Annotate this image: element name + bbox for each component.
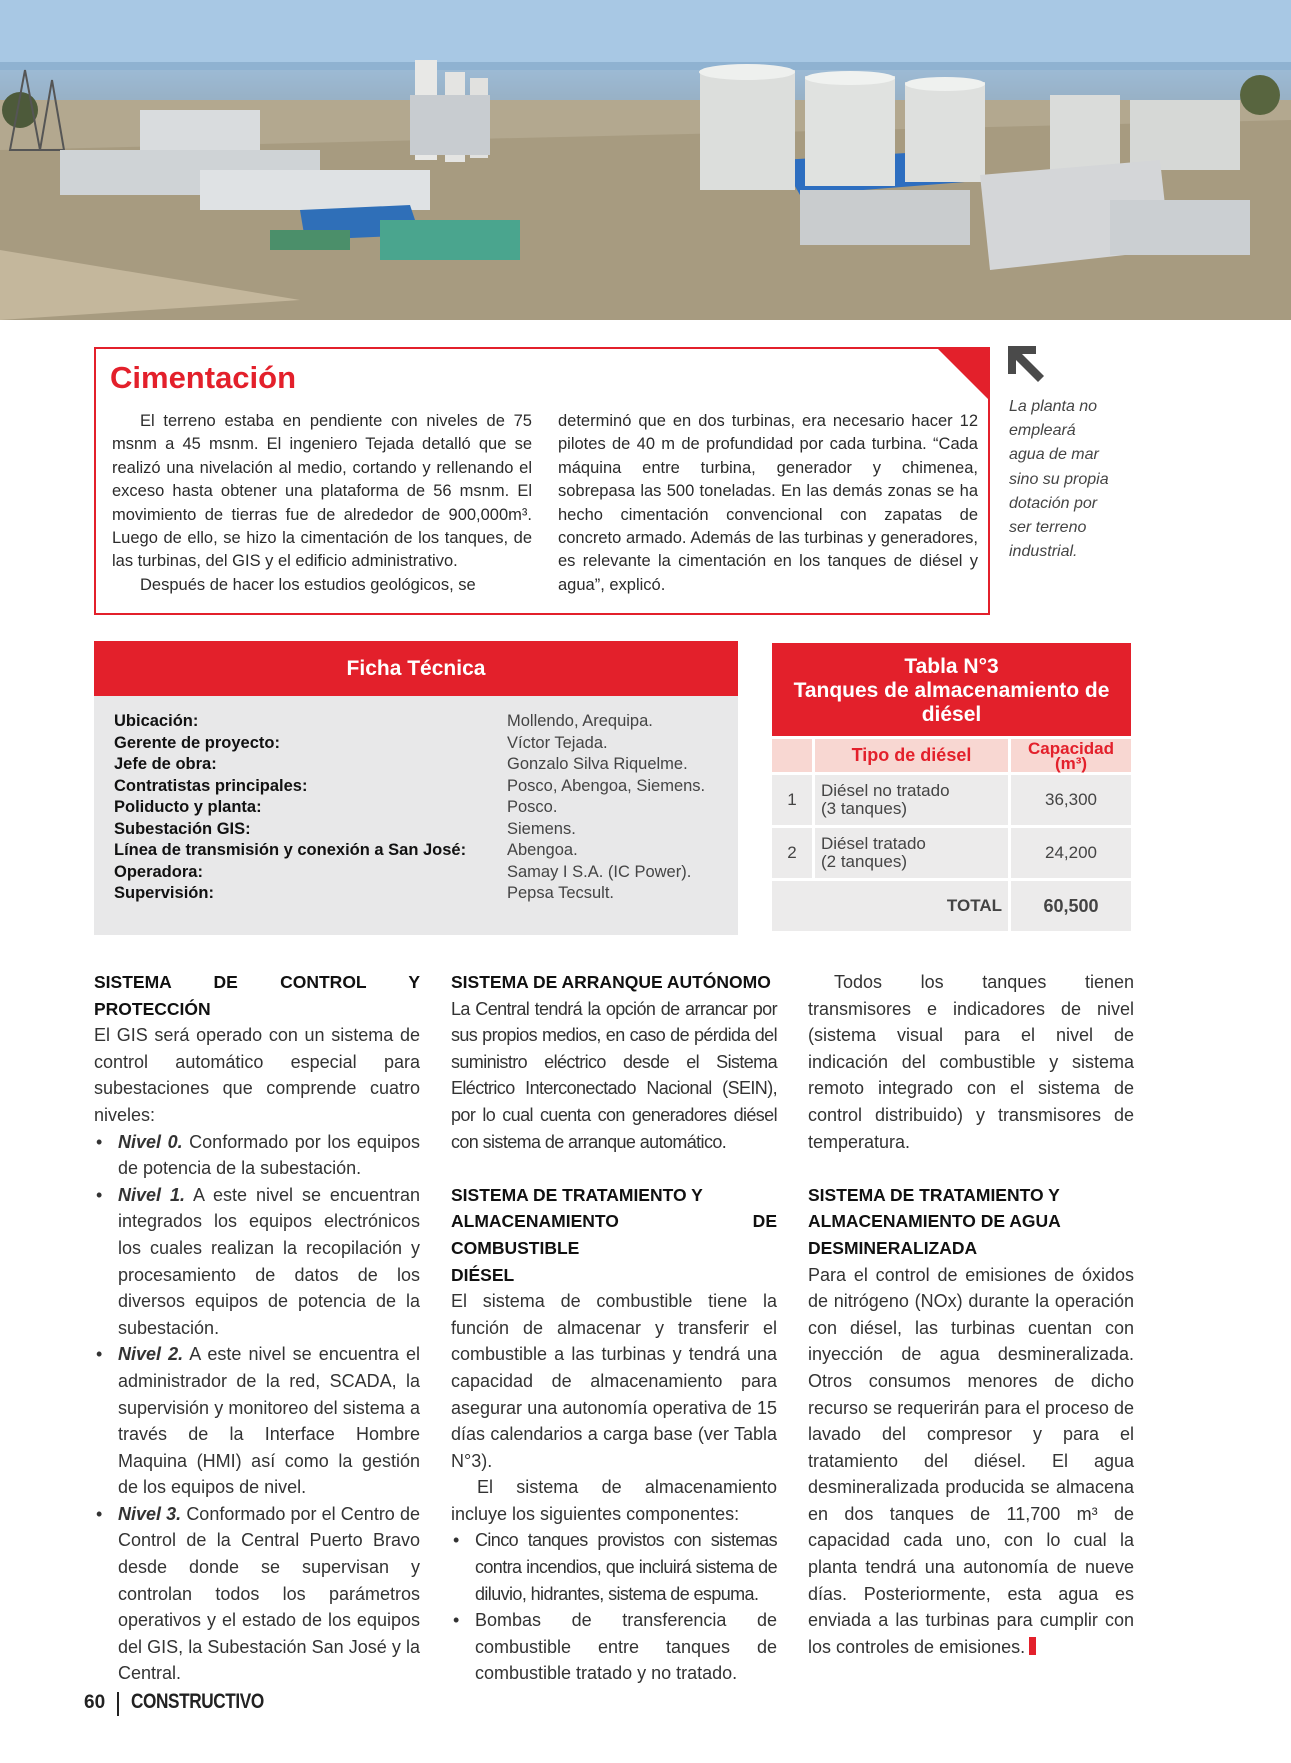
tabla-header-cap-l2: (m³): [1054, 754, 1088, 773]
component-list: [451, 1527, 777, 1687]
side-note: La planta no empleará agua de mar sino su propia dotación por ser terreno industrial.: [1009, 398, 1109, 561]
bullet-icon: •: [453, 1610, 460, 1631]
ficha-row: [114, 711, 734, 733]
cimentacion-title: Cimentación: [110, 360, 297, 395]
ficha-key: Línea de transmisión y conexión a San José:: [114, 841, 467, 859]
cimentacion-paragraph: determinó que en dos turbinas, era necesario hacer 12 pilotes de 40 m de profundidad por cada turbina. “Cada máquina entre turbina, generador y chimenea, sobrepasa las 500 toneladas. En las demás zonas se ha hecho cimentación convencional con zapatas de concreto armado. Además de las turbinas y generadores, es relevante la cimentación en los tanques de diésel y agua”, explicó.: [558, 412, 978, 594]
tabla-tipo-l2: (2 tanques): [821, 852, 907, 871]
cimentacion-column-2: [558, 410, 978, 597]
list-item: [451, 1527, 777, 1607]
cimentacion-column-1: [112, 410, 532, 597]
ficha-key: Contratistas principales:: [114, 776, 308, 795]
bullet-icon: •: [453, 1530, 459, 1551]
tabla-row-tipo: [815, 828, 1008, 878]
bullet-icon: •: [96, 1131, 103, 1152]
power-plant-illustration: [0, 0, 1291, 320]
tabla-total-value: 60,500: [1011, 881, 1131, 931]
ficha-key: Operadora:: [114, 862, 203, 881]
ficha-tecnica-title: Ficha Técnica: [94, 641, 738, 696]
ficha-value: Posco, Abengoa, Siemens.: [507, 776, 706, 795]
ficha-key: Supervisión:: [114, 884, 214, 902]
list-item: [94, 1501, 420, 1687]
tabla-row-number: 2: [772, 828, 812, 878]
column-control-proteccion: [94, 969, 420, 1687]
cimentacion-paragraph: El terreno estaba en pendiente con niveles de 75 msnm a 45 msnm. El ingeniero Tejada detalló que se realizó una nivelación al medio, cortando y rellenando el exceso hasta obtener una plataforma de 56 msnm. El movimiento de tierras fue de alrededor de 900,000m³. Luego de ello, se hizo la cimentación de los tanques, de las turbinas, del GIS y el edificio administrativo.: [112, 412, 532, 571]
ficha-value: Samay I S.A. (IC Power).: [507, 862, 692, 881]
paragraph: Todos los tanques tienen transmisores e indicadores de nivel (sistema visual para el nivel de indicación del combustible y sistema remoto integrado con el sistema de control distribuido) y transmisores de temperatura.: [808, 972, 1134, 1152]
nivel-label: Nivel 1.: [118, 1184, 186, 1205]
bullet-icon: •: [96, 1184, 103, 1205]
list-item: [451, 1607, 777, 1687]
ficha-value: Víctor Tejada.: [507, 733, 608, 752]
section-heading-line: DESMINERALIZADA: [808, 1237, 978, 1258]
tabla-row-capacidad: 24,200: [1011, 828, 1131, 878]
footer-divider: [117, 1692, 119, 1716]
paragraph: El GIS será operado con un sistema de control automático especial para subestaciones que comprende cuatro niveles:: [94, 1025, 420, 1125]
paragraph: El sistema de almacenamiento incluye los siguientes componentes:: [451, 1477, 777, 1524]
ficha-value: Pepsa Tecsult.: [507, 884, 615, 902]
column-agua-desmineralizada: [808, 969, 1134, 1660]
ficha-value: Gonzalo Silva Riquelme.: [507, 755, 688, 773]
section-heading-line: DIÉSEL: [451, 1264, 515, 1285]
red-corner-accent-icon: [936, 347, 990, 401]
tabla-header-cap-l1: Capacidad: [1028, 739, 1114, 758]
ficha-row: [114, 840, 734, 862]
section-heading-line: ALMACENAMIENTO DE AGUA: [808, 1211, 1061, 1232]
ficha-value: Posco.: [507, 798, 558, 816]
section-heading-line: SISTEMA DE TRATAMIENTO Y: [451, 1184, 703, 1205]
tabla-row-tipo: [815, 775, 1008, 825]
ficha-key: Poliducto y planta:: [114, 798, 262, 816]
nivel-label: Nivel 3.: [118, 1503, 182, 1524]
nivel-label: Nivel 2.: [118, 1344, 184, 1365]
paragraph: [808, 1262, 1134, 1661]
page-number: 60: [84, 1692, 106, 1713]
tabla-3-title: [772, 643, 1131, 736]
ficha-value: Siemens.: [507, 819, 576, 838]
list-item: [94, 1129, 420, 1182]
component-text: Bombas de transferencia de combustible entre tanques de combustible tratado y no tratado.: [475, 1610, 777, 1684]
bullet-icon: •: [96, 1344, 103, 1365]
tabla-total-label: TOTAL: [772, 881, 1008, 931]
ficha-row: [114, 754, 734, 776]
ficha-value: Mollendo, Arequipa.: [507, 712, 653, 730]
nivel-text: A este nivel se encuentran integrados los equipos electrónicos los cuales realizan la recopilación y procesamiento de datos de los diversos equipos de potencia de la subestación.: [118, 1184, 421, 1338]
tabla-tipo-l2: (3 tanques): [821, 799, 907, 818]
section-heading: SISTEMA DE CONTROL Y PROTECCIÓN: [94, 972, 420, 1019]
list-item: [94, 1341, 420, 1501]
ficha-row: [114, 776, 734, 798]
component-text: Cinco tanques provistos con sistemas contra incendios, que incluirá sistema de diluvio, hidrantes, sistema de espuma.: [475, 1530, 777, 1604]
section-heading-line: SISTEMA DE TRATAMIENTO Y: [808, 1184, 1060, 1205]
column-arranque-combustible: [451, 969, 777, 1687]
end-of-article-icon: [1029, 1637, 1036, 1655]
ficha-row: [114, 797, 734, 819]
tabla-header-num-cell: [772, 739, 812, 772]
tabla-title-line: Tanques de almacenamiento de: [793, 679, 1110, 702]
tabla-tipo-l1: Diésel tratado: [821, 834, 926, 853]
section-heading: SISTEMA DE ARRANQUE AUTÓNOMO: [451, 972, 771, 992]
tabla-header-tipo: Tipo de diésel: [815, 739, 1008, 772]
hero-photo-power-plant: [0, 0, 1291, 320]
cimentacion-paragraph: Después de hacer los estudios geológicos, se: [140, 575, 476, 594]
paragraph: La Central tendrá la opción de arrancar por sus propios medios, en caso de pérdida del suministro eléctrico desde el Sistema Eléctrico Interconectado Nacional (SEIN), por lo cual cuenta con generadores diésel con sistema de arranque automático.: [451, 998, 777, 1152]
nivel-text: Conformado por el Centro de Control de la Central Puerto Bravo desde donde se supervisan y controlan todos los parámetros operativos y el estado de los equipos del GIS, la Subestación San José y la Central.: [118, 1503, 420, 1684]
bullet-icon: •: [96, 1503, 103, 1524]
arrow-up-left-icon: [1006, 344, 1046, 384]
nivel-list: [94, 1129, 420, 1687]
ficha-key: Jefe de obra:: [114, 755, 217, 773]
nivel-text: A este nivel se encuentra el administrador de la red, SCADA, la supervisión y monitoreo del sistema a través de la Interface Hombre Maquina (HMI) así como la gestión de los equipos de nivel.: [118, 1344, 420, 1498]
ficha-row: [114, 862, 734, 884]
nivel-text: Conformado por los equipos de potencia de la subestación.: [118, 1131, 420, 1179]
section-heading-line: ALMACENAMIENTO DE COMBUSTIBLE: [451, 1211, 777, 1258]
paragraph-text: Para el control de emisiones de óxidos de nitrógeno (NOx) durante la operación con diésel, las turbinas cuentan con inyección de agua desmineralizada. Otros consumos menores de dicho recurso se requerirán para el proceso de lavado del compresor y para el tratamiento del diésel. El agua desmineralizada producida se almacena en dos tanques de 11,700 m³ de capacidad cada uno, con lo cual la planta tendrá una autonomía de nueve días. Posteriormente, esta agua es enviada a las turbinas para cumplir con los controles de emisiones.: [808, 1264, 1134, 1657]
tabla-title-line: diésel: [921, 703, 982, 726]
list-item: [94, 1182, 420, 1342]
magazine-name: CONSTRUCTIVO: [131, 1690, 264, 1713]
tabla-row-number: 1: [772, 775, 812, 825]
nivel-label: Nivel 0.: [118, 1131, 183, 1152]
ficha-row: [114, 733, 734, 755]
tabla-title-line: Tabla N°3: [904, 655, 999, 678]
tabla-row-capacidad: 36,300: [1011, 775, 1131, 825]
ficha-row: [114, 883, 734, 905]
ficha-key: Subestación GIS:: [114, 819, 251, 838]
ficha-key: Ubicación:: [114, 712, 199, 730]
tabla-header-capacidad: [1011, 739, 1131, 772]
paragraph: El sistema de combustible tiene la función de almacenar y transferir el combustible a las turbinas y tendrá una capacidad de almacenamiento para asegurar una autonomía operativa de 15 días calendarios a carga base (ver Tabla N°3).: [451, 1291, 777, 1471]
ficha-key: Gerente de proyecto:: [114, 733, 280, 752]
ficha-value: Abengoa.: [507, 841, 578, 859]
tabla-tipo-l1: Diésel no tratado: [821, 781, 950, 800]
ficha-row: [114, 819, 734, 841]
